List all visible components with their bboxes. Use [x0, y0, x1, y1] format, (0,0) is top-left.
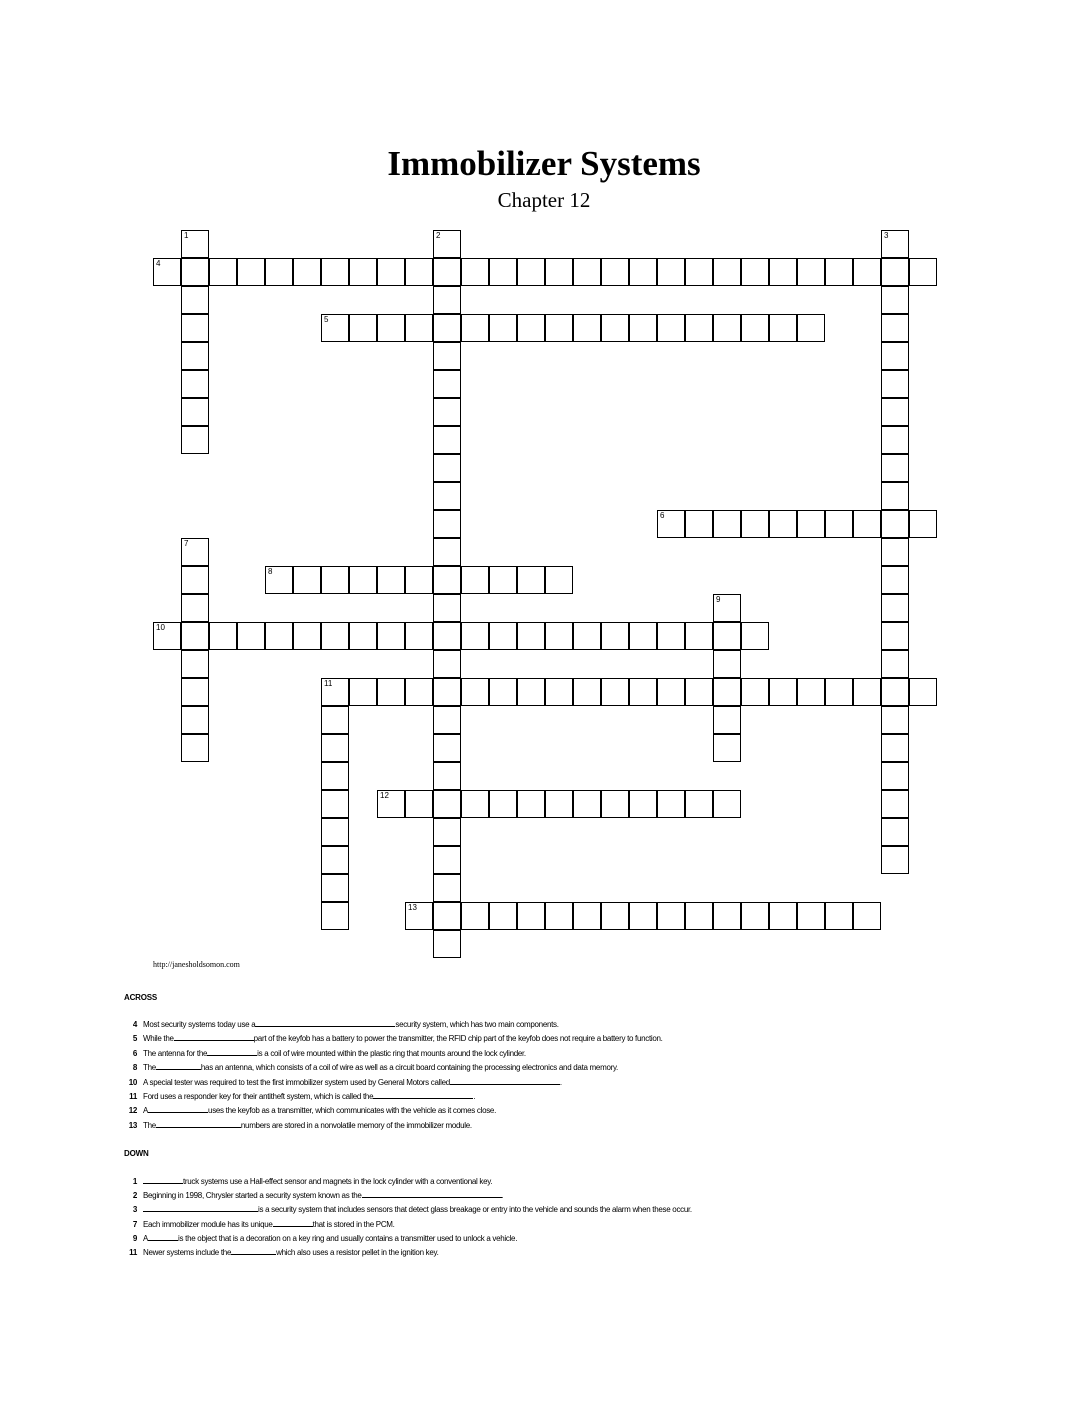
clue-number: 11	[129, 1092, 137, 1101]
grid-cell[interactable]	[825, 258, 853, 286]
grid-cell[interactable]	[629, 902, 657, 930]
grid-cell[interactable]	[181, 678, 209, 706]
grid-cell[interactable]	[433, 314, 461, 342]
grid-cell[interactable]	[293, 622, 321, 650]
grid-cell[interactable]	[741, 678, 769, 706]
grid-cell[interactable]	[321, 818, 349, 846]
clue-text-before: A	[143, 1106, 149, 1116]
grid-cell[interactable]	[433, 818, 461, 846]
grid-cell[interactable]	[377, 790, 405, 818]
grid-cell[interactable]	[545, 678, 573, 706]
clue-text-before: A	[143, 1233, 149, 1243]
grid-cell[interactable]	[321, 622, 349, 650]
grid-cell[interactable]	[349, 258, 377, 286]
grid-cell[interactable]	[405, 622, 433, 650]
clue-text-after: is a coil of wire mounted within the plastic ring that mounts around the lock cylinder.	[257, 1048, 526, 1058]
grid-cell[interactable]	[741, 258, 769, 286]
down-clue	[112, 1219, 812, 1230]
grid-cell[interactable]	[881, 846, 909, 874]
grid-cell[interactable]	[825, 678, 853, 706]
grid-cell[interactable]	[769, 510, 797, 538]
clue-text-after: is the object that is a decoration on a key ring and usually contains a transmitter used to unlock a vehicle.	[178, 1233, 518, 1243]
grid-cell[interactable]	[881, 258, 909, 286]
grid-cell[interactable]	[573, 622, 601, 650]
grid-cell[interactable]	[713, 734, 741, 762]
grid-cell[interactable]	[853, 678, 881, 706]
clue-text-before: The antenna for the	[143, 1048, 208, 1058]
grid-cell[interactable]	[237, 622, 265, 650]
clue-number: 11	[324, 679, 333, 688]
answer-blank	[207, 1048, 257, 1056]
grid-cell[interactable]	[713, 678, 741, 706]
grid-cell[interactable]	[881, 482, 909, 510]
clue-number: 2	[132, 1191, 137, 1201]
grid-cell[interactable]	[517, 902, 545, 930]
grid-cell[interactable]	[293, 566, 321, 594]
grid-cell[interactable]	[181, 342, 209, 370]
clue-text-after: is a security system that includes sensors that detect glass breakage or entry into the vehicle and sounds the alarm when these occur.	[258, 1205, 692, 1215]
clue-text-before: The	[143, 1120, 156, 1130]
grid-cell[interactable]	[321, 566, 349, 594]
grid-cell[interactable]	[461, 622, 489, 650]
grid-cell[interactable]	[629, 258, 657, 286]
source-url: http://janesholdsomon.com	[153, 960, 240, 969]
grid-cell[interactable]	[881, 622, 909, 650]
clue-number: 12	[128, 1106, 137, 1116]
clue-number: 13	[408, 903, 417, 912]
grid-cell[interactable]	[321, 874, 349, 902]
grid-cell[interactable]	[741, 622, 769, 650]
clue-text-before: Ford uses a responder key for their antitheft system, which is called the	[143, 1092, 374, 1101]
grid-cell[interactable]	[237, 258, 265, 286]
grid-cell[interactable]	[377, 622, 405, 650]
grid-cell[interactable]	[881, 566, 909, 594]
across-clue	[112, 1033, 812, 1044]
grid-cell[interactable]	[517, 566, 545, 594]
grid-cell[interactable]	[685, 678, 713, 706]
answer-blank	[156, 1062, 201, 1070]
grid-cell[interactable]	[853, 510, 881, 538]
grid-cell[interactable]	[377, 678, 405, 706]
grid-cell[interactable]	[517, 790, 545, 818]
grid-cell[interactable]	[433, 342, 461, 370]
grid-cell[interactable]	[461, 902, 489, 930]
clue-text-before: Beginning in 1998, Chrysler started a security system known as the	[143, 1191, 362, 1201]
across-clue	[112, 1105, 812, 1116]
grid-cell[interactable]	[405, 314, 433, 342]
clue-number: 5	[132, 1034, 137, 1044]
grid-cell[interactable]	[881, 286, 909, 314]
grid-cell[interactable]	[181, 230, 209, 258]
grid-cell[interactable]	[181, 538, 209, 566]
page-title: Immobilizer Systems	[387, 144, 701, 183]
clue-number: 4	[156, 259, 161, 268]
clue-number: 3	[884, 231, 889, 240]
clue-number: 4	[132, 1020, 137, 1029]
grid-cell[interactable]	[769, 258, 797, 286]
grid-cell[interactable]	[741, 510, 769, 538]
grid-cell[interactable]	[181, 258, 209, 286]
grid-cell[interactable]	[377, 258, 405, 286]
grid-cell[interactable]	[489, 622, 517, 650]
clue-text-before: While the	[143, 1034, 174, 1044]
grid-cell[interactable]	[881, 706, 909, 734]
grid-cell[interactable]	[629, 678, 657, 706]
grid-cell[interactable]	[741, 314, 769, 342]
clue-number: 9	[132, 1233, 137, 1243]
down-heading: DOWN	[124, 1149, 149, 1158]
grid-cell[interactable]	[433, 930, 461, 958]
grid-cell[interactable]	[601, 258, 629, 286]
grid-cell[interactable]	[685, 902, 713, 930]
answer-blank	[373, 1091, 476, 1101]
grid-cell[interactable]	[433, 734, 461, 762]
grid-cell[interactable]	[433, 790, 461, 818]
grid-cell[interactable]	[881, 790, 909, 818]
grid-cell[interactable]	[881, 818, 909, 846]
grid-cell[interactable]	[741, 902, 769, 930]
grid-cell[interactable]	[657, 678, 685, 706]
grid-cell[interactable]	[405, 790, 433, 818]
grid-cell[interactable]	[769, 678, 797, 706]
grid-cell[interactable]	[573, 902, 601, 930]
grid-cell[interactable]	[209, 258, 237, 286]
grid-cell[interactable]	[881, 594, 909, 622]
clue-number: 1	[184, 231, 189, 240]
grid-cell[interactable]	[881, 678, 909, 706]
clue-number: 11	[129, 1248, 137, 1257]
grid-cell[interactable]	[433, 874, 461, 902]
grid-cell[interactable]	[909, 678, 937, 706]
grid-cell[interactable]	[545, 258, 573, 286]
grid-cell[interactable]	[321, 706, 349, 734]
grid-cell[interactable]	[181, 594, 209, 622]
clue-text-after: which also uses a resistor pellet in the ignition key.	[276, 1248, 439, 1257]
grid-cell[interactable]	[489, 790, 517, 818]
grid-cell[interactable]	[629, 314, 657, 342]
answer-blank	[450, 1077, 560, 1085]
across-clue	[112, 1077, 812, 1088]
grid-cell[interactable]	[601, 622, 629, 650]
clue-number: 10	[156, 623, 165, 632]
grid-cell[interactable]	[433, 286, 461, 314]
grid-cell[interactable]	[153, 258, 181, 286]
answer-blank	[148, 1105, 208, 1113]
grid-cell[interactable]	[881, 650, 909, 678]
clue-text-after: that is stored in the PCM.	[312, 1219, 395, 1229]
clue-text-after: .	[501, 1191, 504, 1201]
clue-text-after: part of the keyfob has a battery to power the transmitter, the RFID chip part of the keyfob does not require a battery to function.	[253, 1034, 663, 1044]
grid-cell[interactable]	[545, 314, 573, 342]
grid-cell[interactable]	[601, 902, 629, 930]
grid-cell[interactable]	[321, 762, 349, 790]
clue-number: 5	[324, 315, 329, 324]
clue-text-before: Most security systems today use a	[143, 1020, 256, 1029]
grid-cell[interactable]	[433, 622, 461, 650]
grid-cell[interactable]	[573, 790, 601, 818]
grid-cell[interactable]	[825, 902, 853, 930]
grid-cell[interactable]	[265, 566, 293, 594]
answer-blank	[362, 1190, 504, 1201]
grid-cell[interactable]	[825, 510, 853, 538]
grid-cell[interactable]	[321, 902, 349, 930]
grid-cell[interactable]	[881, 314, 909, 342]
grid-cell[interactable]	[545, 566, 573, 594]
grid-cell[interactable]	[657, 510, 685, 538]
grid-cell[interactable]	[433, 482, 461, 510]
grid-cell[interactable]	[713, 594, 741, 622]
clue-text-after: truck systems use a Hall-effect sensor and magnets in the lock cylinder with a conventional key.	[183, 1177, 493, 1186]
across-clue	[112, 1062, 812, 1073]
down-clue	[112, 1190, 812, 1201]
grid-cell[interactable]	[433, 762, 461, 790]
grid-cell[interactable]	[657, 902, 685, 930]
grid-cell[interactable]	[433, 426, 461, 454]
grid-cell[interactable]	[461, 790, 489, 818]
grid-cell[interactable]	[517, 678, 545, 706]
grid-cell[interactable]	[321, 314, 349, 342]
clue-number: 6	[660, 511, 665, 520]
page-subtitle: Chapter 12	[497, 188, 591, 212]
grid-cell[interactable]	[881, 370, 909, 398]
answer-blank	[174, 1033, 254, 1041]
grid-cell[interactable]	[685, 314, 713, 342]
clue-number: 3	[132, 1205, 137, 1215]
down-clue	[112, 1204, 812, 1215]
grid-cell[interactable]	[181, 650, 209, 678]
grid-cell[interactable]	[461, 566, 489, 594]
grid-cell[interactable]	[433, 538, 461, 566]
grid-cell[interactable]	[405, 258, 433, 286]
grid-cell[interactable]	[321, 678, 349, 706]
grid-cell[interactable]	[881, 454, 909, 482]
clue-number: 12	[380, 791, 389, 800]
answer-blank	[156, 1120, 241, 1128]
across-clue	[112, 1048, 812, 1059]
grid-cell[interactable]	[377, 314, 405, 342]
grid-cell[interactable]	[797, 258, 825, 286]
grid-cell[interactable]	[629, 790, 657, 818]
clue-text-before: The	[143, 1063, 156, 1073]
grid-cell[interactable]	[881, 230, 909, 258]
grid-cell[interactable]	[909, 258, 937, 286]
answer-blank	[143, 1204, 258, 1212]
grid-cell[interactable]	[377, 566, 405, 594]
grid-cell[interactable]	[433, 650, 461, 678]
grid-cell[interactable]	[181, 566, 209, 594]
grid-cell[interactable]	[153, 622, 181, 650]
grid-cell[interactable]	[657, 258, 685, 286]
grid-cell[interactable]	[405, 566, 433, 594]
clue-number: 9	[716, 595, 721, 604]
grid-cell[interactable]	[629, 622, 657, 650]
grid-cell[interactable]	[209, 622, 237, 650]
clue-number: 13	[128, 1120, 137, 1130]
grid-cell[interactable]	[601, 790, 629, 818]
grid-cell[interactable]	[685, 790, 713, 818]
grid-cell[interactable]	[657, 790, 685, 818]
grid-cell[interactable]	[181, 426, 209, 454]
grid-cell[interactable]	[713, 706, 741, 734]
grid-cell[interactable]	[657, 314, 685, 342]
answer-blank	[255, 1019, 395, 1027]
grid-cell[interactable]	[713, 314, 741, 342]
grid-cell[interactable]	[545, 790, 573, 818]
grid-cell[interactable]	[265, 622, 293, 650]
clue-text-after: .	[559, 1077, 562, 1087]
grid-cell[interactable]	[601, 314, 629, 342]
grid-cell[interactable]	[881, 342, 909, 370]
grid-cell[interactable]	[433, 566, 461, 594]
grid-cell[interactable]	[181, 706, 209, 734]
grid-cell[interactable]	[349, 566, 377, 594]
grid-cell[interactable]	[433, 454, 461, 482]
grid-cell[interactable]	[433, 706, 461, 734]
grid-cell[interactable]	[713, 258, 741, 286]
grid-cell[interactable]	[349, 678, 377, 706]
clue-text-after: security system, which has two main components.	[395, 1020, 559, 1029]
grid-cell[interactable]	[601, 678, 629, 706]
answer-blank	[143, 1176, 183, 1184]
grid-cell[interactable]	[853, 902, 881, 930]
answer-blank	[148, 1233, 178, 1241]
grid-cell[interactable]	[881, 398, 909, 426]
clue-number: 8	[132, 1063, 137, 1073]
grid-cell[interactable]	[181, 370, 209, 398]
grid-cell[interactable]	[573, 258, 601, 286]
clue-number: 10	[128, 1077, 137, 1087]
grid-cell[interactable]	[713, 650, 741, 678]
grid-cell[interactable]	[853, 258, 881, 286]
grid-cell[interactable]	[433, 258, 461, 286]
grid-cell[interactable]	[685, 622, 713, 650]
grid-cell[interactable]	[713, 790, 741, 818]
grid-cell[interactable]	[713, 510, 741, 538]
grid-cell[interactable]	[517, 314, 545, 342]
grid-cell[interactable]	[881, 510, 909, 538]
grid-cell[interactable]	[713, 902, 741, 930]
clue-number: 2	[436, 231, 441, 240]
clue-text-before: Each immobilizer module has its unique	[143, 1219, 273, 1229]
grid-cell[interactable]	[181, 286, 209, 314]
grid-cell[interactable]	[797, 314, 825, 342]
across-heading: ACROSS	[124, 993, 158, 1002]
answer-blank	[231, 1247, 276, 1255]
grid-cell[interactable]	[433, 510, 461, 538]
grid-cell[interactable]	[657, 622, 685, 650]
clue-text-after: numbers are stored in a nonvolatile memory of the immobilizer module.	[240, 1120, 472, 1130]
grid-cell[interactable]	[461, 678, 489, 706]
grid-cell[interactable]	[349, 314, 377, 342]
grid-cell[interactable]	[489, 566, 517, 594]
grid-cell[interactable]	[573, 314, 601, 342]
grid-cell[interactable]	[797, 678, 825, 706]
grid-cell[interactable]	[769, 314, 797, 342]
grid-cell[interactable]	[489, 902, 517, 930]
grid-cell[interactable]	[321, 846, 349, 874]
grid-cell[interactable]	[433, 846, 461, 874]
grid-cell[interactable]	[881, 426, 909, 454]
grid-cell[interactable]	[881, 538, 909, 566]
grid-cell[interactable]	[797, 510, 825, 538]
grid-cell[interactable]	[321, 258, 349, 286]
grid-cell[interactable]	[321, 734, 349, 762]
grid-cell[interactable]	[181, 734, 209, 762]
across-clue	[112, 1091, 812, 1102]
grid-cell[interactable]	[433, 370, 461, 398]
across-clue	[112, 1120, 812, 1131]
grid-cell[interactable]	[545, 902, 573, 930]
clue-number: 7	[184, 539, 189, 548]
clue-text-before: Newer systems include the	[143, 1248, 232, 1257]
grid-cell[interactable]	[685, 258, 713, 286]
grid-cell[interactable]	[685, 510, 713, 538]
down-clue	[112, 1247, 812, 1258]
grid-cell[interactable]	[909, 510, 937, 538]
clue-text-after: has an antenna, which consists of a coil of wire as well as a circuit board containing the processing electronics and data memory.	[200, 1063, 618, 1073]
grid-cell[interactable]	[181, 622, 209, 650]
grid-cell[interactable]	[517, 622, 545, 650]
grid-cell[interactable]	[489, 314, 517, 342]
grid-cell[interactable]	[797, 902, 825, 930]
clue-number: 6	[132, 1048, 137, 1058]
clue-text-after: uses the keyfob as a transmitter, which communicates with the vehicle as it comes close.	[208, 1106, 497, 1116]
grid-cell[interactable]	[881, 734, 909, 762]
down-clue	[112, 1176, 812, 1187]
grid-cell[interactable]	[405, 678, 433, 706]
clue-number: 7	[132, 1219, 137, 1229]
grid-cell[interactable]	[433, 594, 461, 622]
grid-cell[interactable]	[433, 398, 461, 426]
grid-cell[interactable]	[769, 902, 797, 930]
grid-cell[interactable]	[293, 258, 321, 286]
grid-cell[interactable]	[517, 258, 545, 286]
clue-text-before: A special tester was required to test the first immobilizer system used by General Motors called	[143, 1077, 450, 1087]
grid-cell[interactable]	[489, 678, 517, 706]
grid-cell[interactable]	[265, 258, 293, 286]
grid-cell[interactable]	[545, 622, 573, 650]
grid-cell[interactable]	[321, 790, 349, 818]
clue-text-after: .	[473, 1092, 476, 1101]
grid-cell[interactable]	[881, 762, 909, 790]
grid-cell[interactable]	[349, 622, 377, 650]
grid-cell[interactable]	[181, 314, 209, 342]
grid-cell[interactable]	[461, 258, 489, 286]
grid-cell[interactable]	[573, 678, 601, 706]
grid-cell[interactable]	[405, 902, 433, 930]
down-clue	[112, 1233, 812, 1244]
answer-blank	[273, 1219, 313, 1227]
grid-cell[interactable]	[489, 258, 517, 286]
grid-cell[interactable]	[713, 622, 741, 650]
grid-cell[interactable]	[433, 678, 461, 706]
clue-number: 8	[268, 567, 273, 576]
grid-cell[interactable]	[433, 902, 461, 930]
grid-cell[interactable]	[433, 230, 461, 258]
clue-number: 1	[132, 1177, 137, 1186]
grid-cell[interactable]	[461, 314, 489, 342]
grid-cell[interactable]	[181, 398, 209, 426]
across-clue	[112, 1019, 812, 1030]
